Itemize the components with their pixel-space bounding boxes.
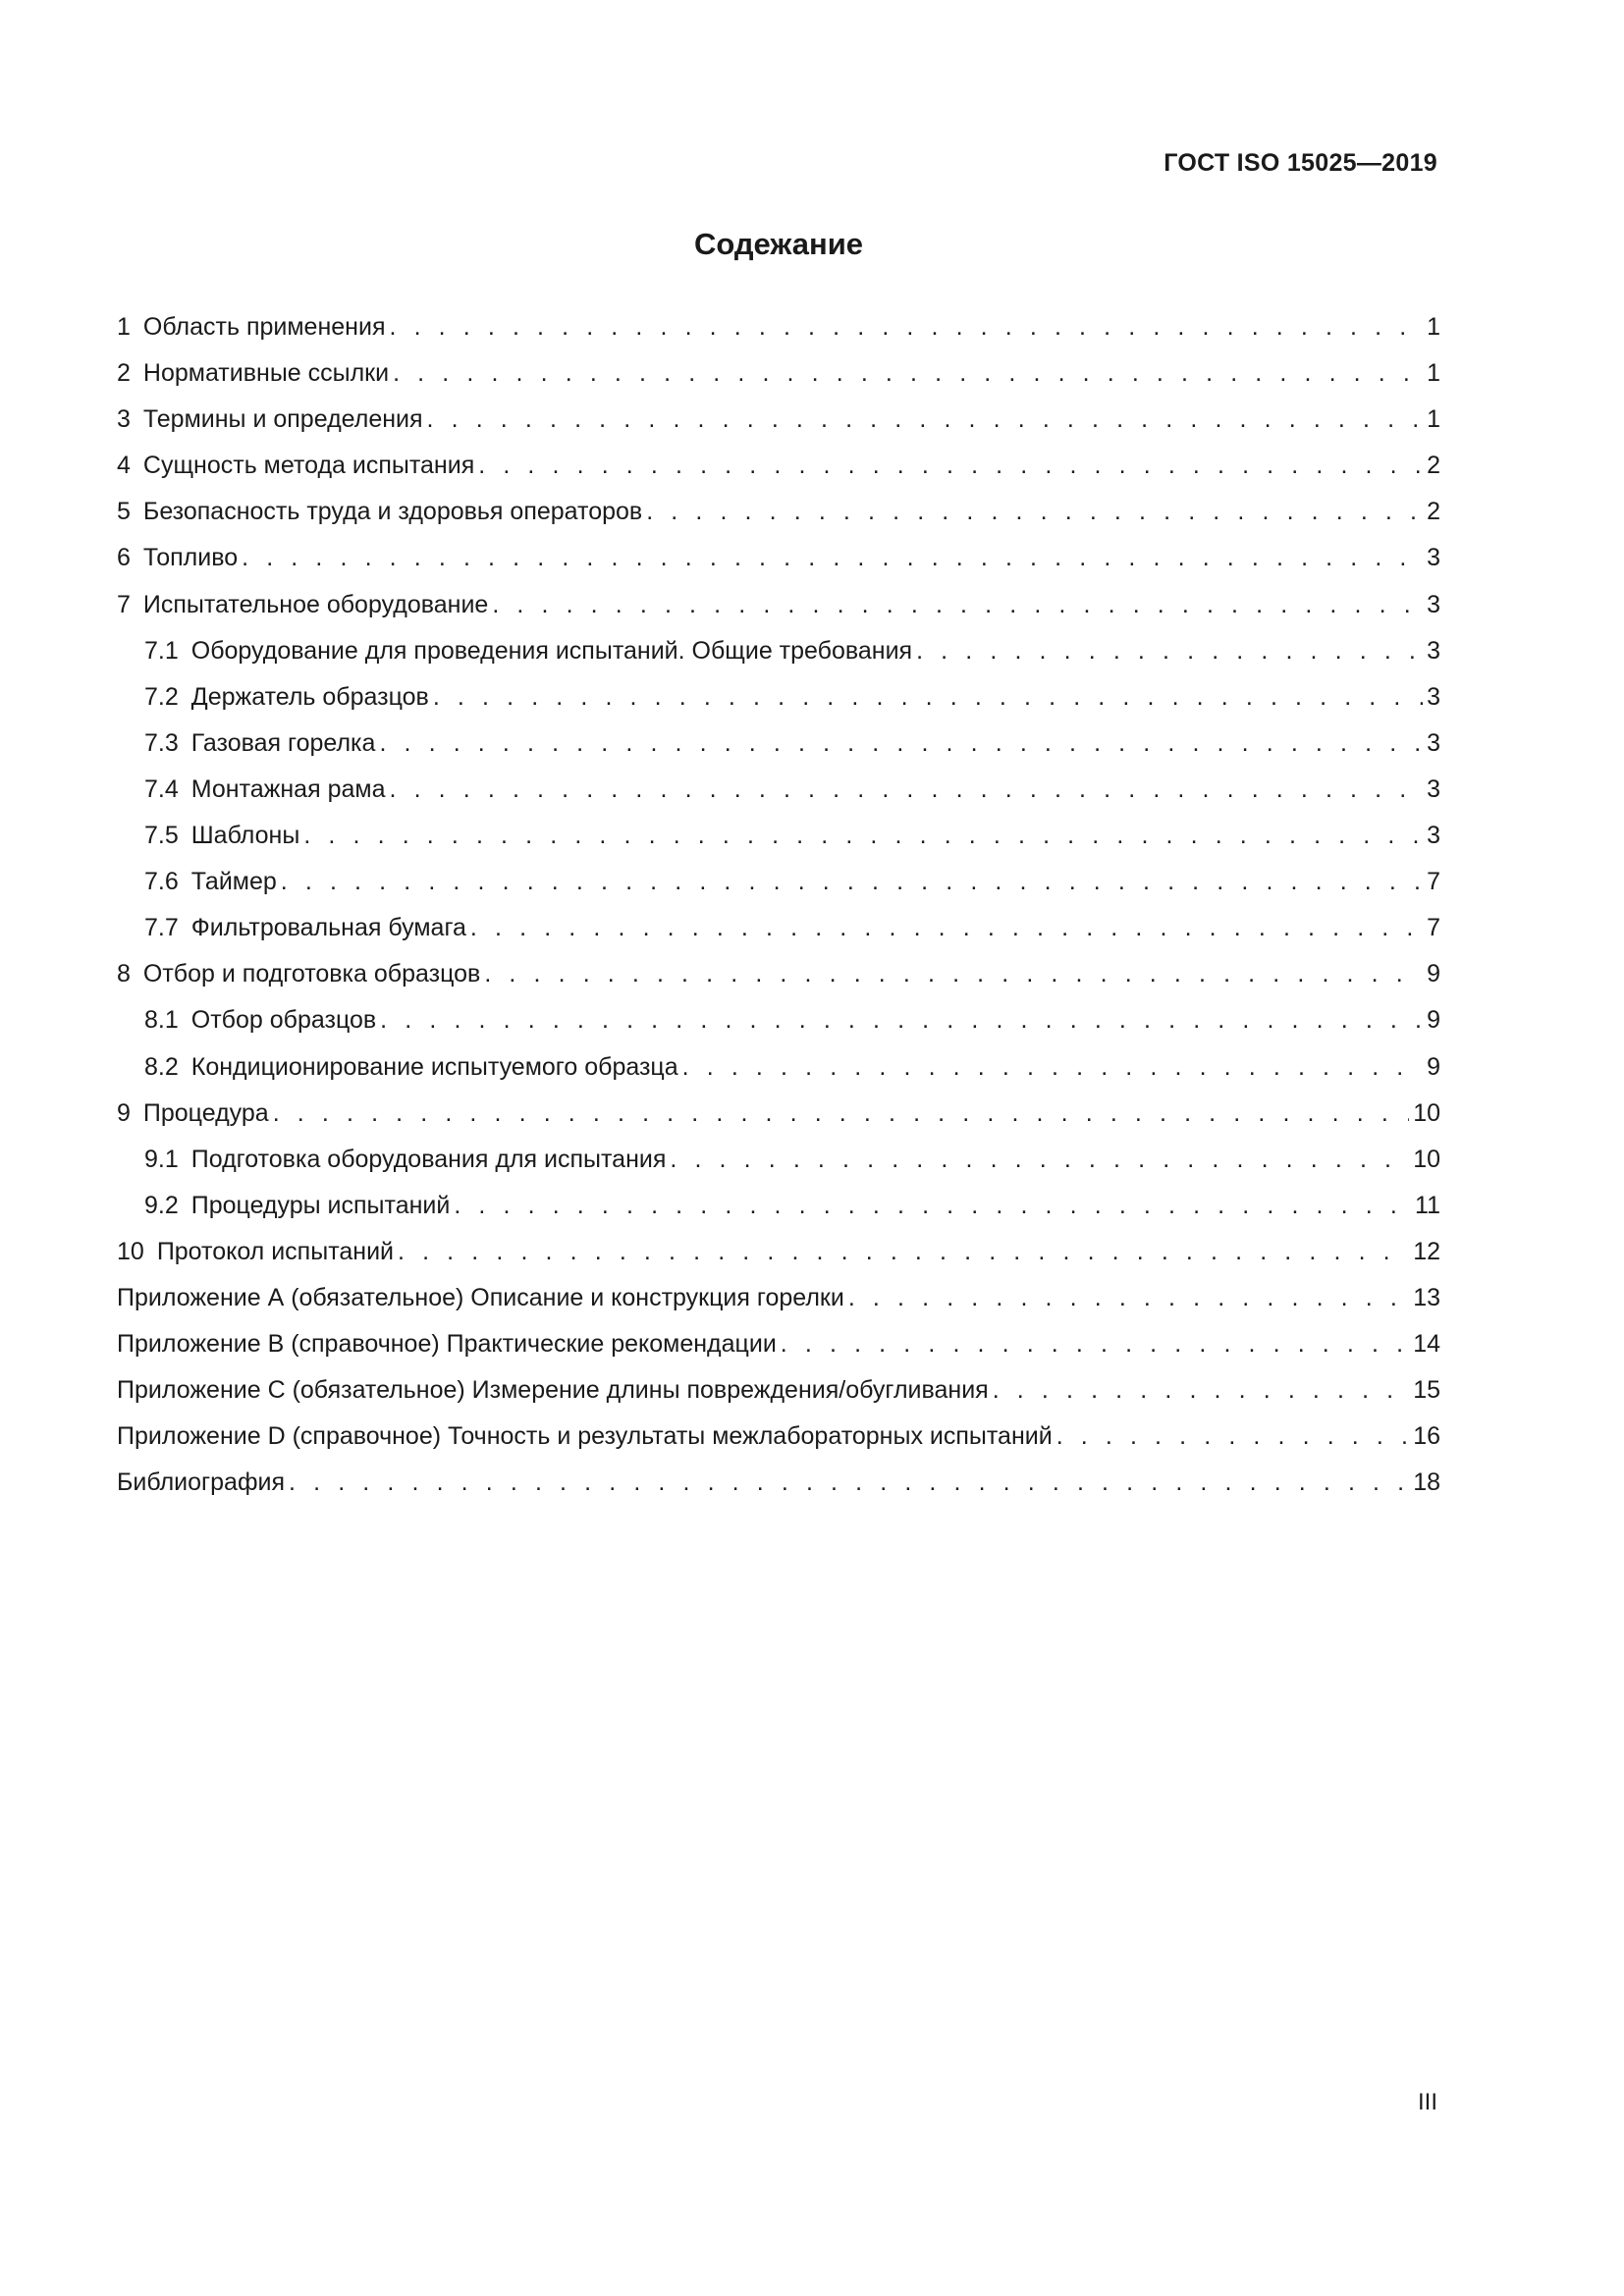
- toc-entry[interactable]: [117, 628, 1440, 674]
- dot-leader: [848, 1275, 1409, 1321]
- dot-leader: [646, 489, 1423, 535]
- toc-entry-title: Таймер: [190, 868, 277, 896]
- toc-entry-number: 4: [117, 452, 131, 480]
- toc-entry-page: 2: [1427, 498, 1440, 526]
- toc-entry[interactable]: [117, 1044, 1440, 1091]
- toc-entry-number: 9: [117, 1098, 131, 1127]
- toc-entry[interactable]: [117, 721, 1440, 767]
- toc-entry[interactable]: [117, 951, 1440, 997]
- toc-entry-page: 3: [1427, 728, 1440, 757]
- toc-entry-title: Библиография: [117, 1468, 286, 1497]
- dot-leader: [484, 951, 1423, 997]
- toc-entry-number: 7.1: [144, 636, 179, 665]
- toc-entry[interactable]: [117, 905, 1440, 951]
- dot-leader: [670, 1137, 1409, 1183]
- toc-entry-title: Подготовка оборудования для испытания: [190, 1145, 667, 1173]
- toc-entry[interactable]: [117, 1137, 1440, 1183]
- toc-entry[interactable]: [117, 397, 1440, 443]
- toc-entry-number: 10: [117, 1237, 144, 1265]
- toc-entry-number: 7: [117, 590, 131, 618]
- dot-leader: [916, 628, 1423, 674]
- document-code: ГОСТ ISO 15025—2019: [1164, 149, 1437, 177]
- toc-entry[interactable]: [117, 304, 1440, 350]
- dot-leader: [781, 1321, 1409, 1367]
- toc-entry[interactable]: [117, 1229, 1440, 1275]
- toc-entry-title: Процедуры испытаний: [190, 1191, 451, 1219]
- toc-entry-page: 3: [1427, 544, 1440, 572]
- toc-entry-title: Монтажная рама: [190, 774, 386, 803]
- dot-leader: [380, 997, 1423, 1043]
- toc-entry-page: 9: [1427, 1006, 1440, 1035]
- toc-entry-page: 3: [1427, 682, 1440, 711]
- toc-entry[interactable]: [117, 443, 1440, 489]
- dot-leader: [389, 767, 1423, 813]
- toc-entry-number: 7.4: [144, 774, 179, 803]
- toc-entry-title: Область применения: [142, 313, 386, 341]
- toc-entry-title: Газовая горелка: [190, 728, 376, 757]
- dot-leader: [389, 304, 1423, 350]
- toc-entry[interactable]: [117, 859, 1440, 905]
- toc-entry-page: 15: [1413, 1376, 1440, 1405]
- toc-entry-title: Фильтровальная бумага: [190, 914, 466, 942]
- toc-entry[interactable]: [117, 350, 1440, 397]
- toc-entry-page: 12: [1413, 1237, 1440, 1265]
- toc-entry-number: 7.5: [144, 822, 179, 850]
- toc-entry-title: Сущность метода испытания: [142, 452, 475, 480]
- toc-entry-page: 18: [1413, 1468, 1440, 1497]
- toc-entry-page: 14: [1413, 1330, 1440, 1359]
- toc-entry-page: 3: [1427, 590, 1440, 618]
- toc-entry-number: 8.1: [144, 1006, 179, 1035]
- toc-entry[interactable]: [117, 1460, 1440, 1506]
- dot-leader: [478, 443, 1423, 489]
- dot-leader: [273, 1091, 1409, 1137]
- toc-entry-number: 9.2: [144, 1191, 179, 1219]
- toc-entry-page: 3: [1427, 636, 1440, 665]
- toc-entry-title: Кондиционирование испытуемого образца: [190, 1052, 678, 1081]
- toc-entry[interactable]: [117, 1367, 1440, 1414]
- toc-entry-number: 9.1: [144, 1145, 179, 1173]
- toc-entry-title: Процедура: [142, 1098, 269, 1127]
- toc-entry-page: 10: [1413, 1098, 1440, 1127]
- dot-leader: [398, 1229, 1409, 1275]
- toc-entry[interactable]: [117, 1321, 1440, 1367]
- toc-entry[interactable]: [117, 1275, 1440, 1321]
- dot-leader: [289, 1460, 1409, 1506]
- toc-entry[interactable]: [117, 535, 1440, 581]
- dot-leader: [433, 674, 1423, 721]
- dot-leader: [454, 1183, 1411, 1229]
- toc-entry-page: 1: [1427, 359, 1440, 388]
- toc-entry-page: 11: [1415, 1191, 1440, 1219]
- toc-entry-title: Безопасность труда и здоровья операторов: [142, 498, 643, 526]
- toc-entry-page: 1: [1427, 405, 1440, 434]
- dot-leader: [242, 535, 1423, 581]
- dot-leader: [682, 1044, 1423, 1091]
- toc-entry-page: 13: [1413, 1283, 1440, 1311]
- toc-entry-title: Отбор и подготовка образцов: [142, 960, 481, 988]
- toc-entry-title: Приложение D (справочное) Точность и результаты межлабораторных испытаний: [117, 1422, 1053, 1451]
- toc-entry-page: 10: [1413, 1145, 1440, 1173]
- toc-entry[interactable]: [117, 997, 1440, 1043]
- page-title: Содежание: [693, 227, 864, 261]
- dot-leader: [993, 1367, 1409, 1414]
- toc-entry-number: 8.2: [144, 1052, 179, 1081]
- toc-entry-title: Протокол испытаний: [156, 1237, 394, 1265]
- dot-leader: [1056, 1414, 1410, 1460]
- toc-entry-number: 7.2: [144, 682, 179, 711]
- toc-entry[interactable]: [117, 582, 1440, 628]
- toc-entry-title: Нормативные ссылки: [142, 359, 390, 388]
- dot-leader: [492, 582, 1423, 628]
- toc-entry-title: Термины и определения: [142, 405, 423, 434]
- toc-entry-number: 7.3: [144, 728, 179, 757]
- toc-entry-page: 3: [1427, 822, 1440, 850]
- toc-entry-title: Оборудование для проведения испытаний. Общие требования: [190, 636, 913, 665]
- toc-entry[interactable]: [117, 674, 1440, 721]
- toc-entry-page: 2: [1427, 452, 1440, 480]
- toc-entry-page: 7: [1427, 868, 1440, 896]
- toc-entry-number: 3: [117, 405, 131, 434]
- toc-entry-number: 2: [117, 359, 131, 388]
- toc-entry-number: 5: [117, 498, 131, 526]
- toc-entry-number: 7.6: [144, 868, 179, 896]
- toc-entry-number: 1: [117, 313, 131, 341]
- dot-leader: [303, 813, 1423, 859]
- dot-leader: [393, 350, 1423, 397]
- toc-entry-page: 9: [1427, 960, 1440, 988]
- dot-leader: [427, 397, 1424, 443]
- toc-entry-page: 16: [1413, 1422, 1440, 1451]
- dot-leader: [281, 859, 1423, 905]
- dot-leader: [470, 905, 1423, 951]
- toc-entry[interactable]: [117, 813, 1440, 859]
- toc-entry[interactable]: [117, 489, 1440, 535]
- toc-entry[interactable]: [117, 1414, 1440, 1460]
- table-of-contents: [117, 304, 1440, 1506]
- toc-entry-title: Шаблоны: [190, 822, 300, 850]
- toc-entry-number: 7.7: [144, 914, 179, 942]
- toc-entry-title: Приложение А (обязательное) Описание и конструкция горелки: [117, 1283, 844, 1311]
- toc-entry-title: Испытательное оборудование: [142, 590, 489, 618]
- toc-entry-page: 3: [1427, 774, 1440, 803]
- toc-entry-page: 1: [1427, 313, 1440, 341]
- toc-entry-title: Топливо: [142, 544, 239, 572]
- page-number: III: [1417, 2089, 1437, 2115]
- toc-entry-title: Приложение В (справочное) Практические рекомендации: [117, 1330, 777, 1359]
- toc-entry[interactable]: [117, 1091, 1440, 1137]
- toc-entry-number: 8: [117, 960, 131, 988]
- toc-entry-title: Держатель образцов: [190, 682, 429, 711]
- dot-leader: [379, 721, 1423, 767]
- toc-entry[interactable]: [117, 767, 1440, 813]
- toc-entry-page: 7: [1427, 914, 1440, 942]
- toc-entry-page: 9: [1427, 1052, 1440, 1081]
- toc-entry-number: 6: [117, 544, 131, 572]
- toc-entry-title: Отбор образцов: [190, 1006, 377, 1035]
- toc-entry-title: Приложение С (обязательное) Измерение длины повреждения/обугливания: [117, 1376, 989, 1405]
- toc-entry[interactable]: [117, 1183, 1440, 1229]
